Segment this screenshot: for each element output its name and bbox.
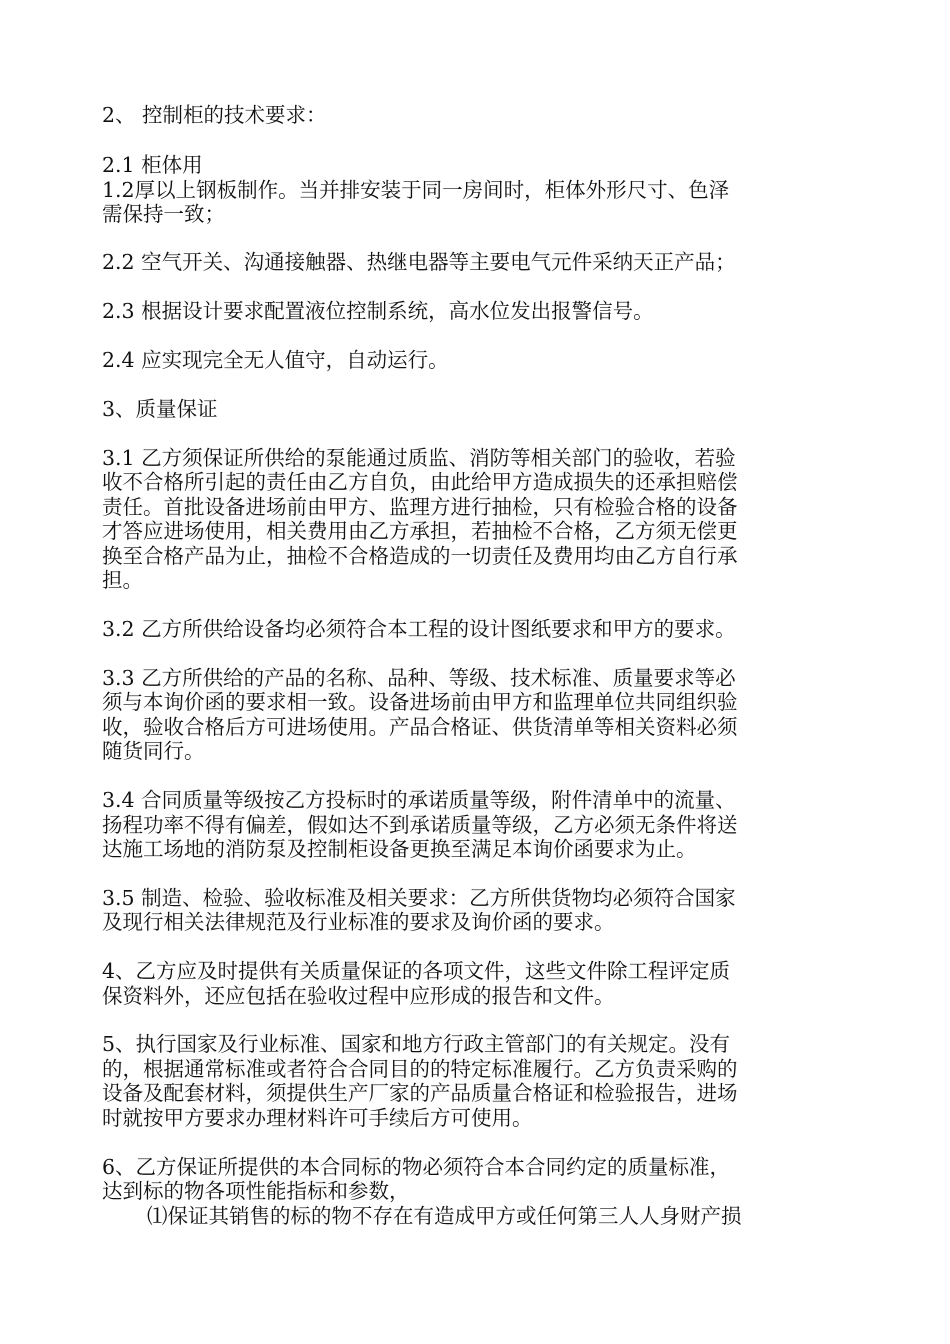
text-line: 的，根据通常标准或者符合合同目的的特定标准履行。乙方负责采购的 (102, 1057, 738, 1081)
text-line: 3.3 乙方所供给的产品的名称、品种、等级、技术标准、质量要求等必 (102, 666, 736, 690)
text-line-indented: ⑴保证其销售的标的物不存在有造成甲方或任何第三人人身财产损 (147, 1204, 742, 1228)
text-line: 4、乙方应及时提供有关质量保证的各项文件，这些文件除工程评定质 (102, 959, 731, 983)
text-line: 2.2 空气开关、沟通接触器、热继电器等主要电气元件采纳天正产品； (102, 250, 736, 274)
text-line: 6、乙方保证所提供的本合同标的物必须符合本合同约定的质量标准， (102, 1155, 731, 1179)
text-line: 3.5 制造、检验、验收标准及相关要求：乙方所供货物均必须符合国家 (102, 886, 736, 910)
text-line: 须与本询价函的要求相一致。设备进场前由甲方和监理单位共同组织验 (102, 690, 738, 714)
text-line: 3.2 乙方所供给设备均必须符合本工程的设计图纸要求和甲方的要求。 (102, 617, 736, 641)
text-line: 3.4 合同质量等级按乙方投标时的承诺质量等级，附件清单中的流量、 (102, 788, 736, 812)
text-line: 责任。首批设备进场前由甲方、监理方进行抽检，只有检验合格的设备 (102, 495, 738, 519)
text-line: 换至合格产品为止，抽检不合格造成的一切责任及费用均由乙方自行承 (102, 544, 738, 568)
text-line: 保资料外，还应包括在验收过程中应形成的报告和文件。 (102, 984, 615, 1008)
text-line: 2、 控制柜的技术要求： (102, 103, 327, 127)
text-line: 达施工场地的消防泵及控制柜设备更换至满足本询价函要求为止。 (102, 837, 697, 861)
text-line: 收不合格所引起的责任由乙方自负，由此给甲方造成损失的还承担赔偿 (102, 470, 738, 494)
text-line: 5、执行国家及行业标准、国家和地方行政主管部门的有关规定。没有 (102, 1032, 731, 1056)
text-line: 扬程功率不得有偏差，假如达不到承诺质量等级，乙方必须无条件将送 (102, 813, 738, 837)
text-line: 1.2厚以上钢板制作。当并排安装于同一房间时，柜体外形尺寸、色泽 (102, 178, 730, 202)
section-heading: 3、质量保证 (102, 397, 218, 421)
text-line: 2.1 柜体用 (102, 153, 203, 177)
text-line: 时就按甲方要求办理材料许可手续后方可使用。 (102, 1106, 533, 1130)
text-line: 设备及配套材料，须提供生产厂家的产品质量合格证和检验报告，进场 (102, 1081, 738, 1105)
text-line: 随货同行。 (102, 739, 205, 763)
text-line: 2.3 根据设计要求配置液位控制系统，高水位发出报警信号。 (102, 299, 654, 323)
text-line: 达到标的物各项性能指标和参数， (102, 1179, 410, 1203)
text-line: 需保持一致； (102, 202, 225, 226)
text-line: 才答应进场使用，相关费用由乙方承担，若抽检不合格，乙方须无偿更 (102, 519, 738, 543)
text-line: 收，验收合格后方可进场使用。产品合格证、供货清单等相关资料必须 (102, 715, 738, 739)
text-line: 2.4 应实现完全无人值守，自动运行。 (102, 348, 449, 372)
text-line: 及现行相关法律规范及行业标准的要求及询价函的要求。 (102, 910, 615, 934)
text-line: 3.1 乙方须保证所供给的泵能通过质监、消防等相关部门的验收，若验 (102, 446, 736, 470)
text-line: 担。 (102, 568, 143, 592)
